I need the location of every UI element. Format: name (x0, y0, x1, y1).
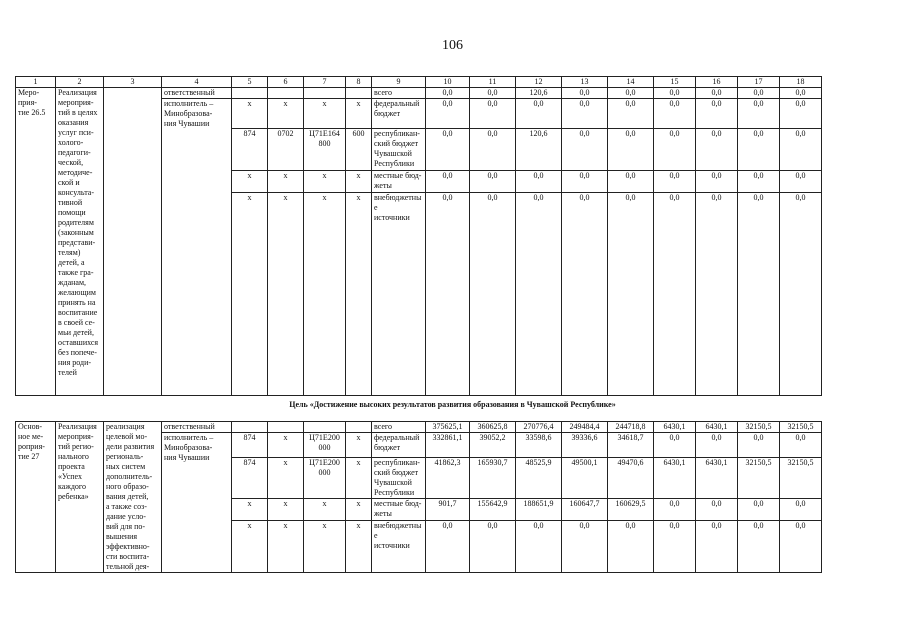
funding-source: республикан- ский бюджет Чувашской Республики (372, 458, 426, 499)
year-value: 49470,6 (608, 458, 654, 499)
expense-type-code: 600 (346, 129, 372, 171)
year-value: 0,0 (426, 171, 470, 193)
budget-table-measure-26-5 (15, 76, 822, 396)
year-value: 0,0 (608, 99, 654, 129)
year-value: 0,0 (426, 129, 470, 171)
year-value: 48525,9 (516, 458, 562, 499)
year-value: 375625,1 (426, 422, 470, 433)
year-value: 0,0 (608, 521, 654, 573)
year-value: 0,0 (562, 171, 608, 193)
year-value: 0,0 (516, 171, 562, 193)
year-value: 0,0 (608, 88, 654, 99)
year-value: 901,7 (426, 499, 470, 521)
year-value: 0,0 (516, 193, 562, 396)
year-value: 0,0 (738, 521, 780, 573)
section-code (268, 88, 304, 99)
section-code: x (268, 433, 304, 458)
target-item-code: x (304, 499, 346, 521)
year-value: 41862,3 (426, 458, 470, 499)
expense-type-code (346, 422, 372, 433)
section-code (268, 422, 304, 433)
year-value: 0,0 (738, 171, 780, 193)
expense-type-code: x (346, 171, 372, 193)
year-value: 0,0 (654, 88, 696, 99)
year-value: 0,0 (654, 521, 696, 573)
budget-table-measure-27 (15, 421, 822, 573)
year-value: 0,0 (426, 193, 470, 396)
year-value: 120,6 (516, 129, 562, 171)
header-col-7: 7 (304, 77, 346, 88)
year-value: 39336,6 (562, 433, 608, 458)
table-row (16, 422, 822, 433)
target-item-code: Ц71Е164 800 (304, 129, 346, 171)
year-value: 32150,5 (780, 422, 822, 433)
year-value: 0,0 (780, 193, 822, 396)
expense-type-code: x (346, 433, 372, 458)
year-value: 0,0 (470, 171, 516, 193)
year-value: 0,0 (780, 499, 822, 521)
expense-type-code: x (346, 499, 372, 521)
year-value: 6430,1 (696, 422, 738, 433)
year-value: 32150,5 (738, 458, 780, 499)
year-value: 0,0 (562, 521, 608, 573)
year-value: 32150,5 (738, 422, 780, 433)
year-value: 160647,7 (562, 499, 608, 521)
section-code: x (268, 499, 304, 521)
year-value: 0,0 (608, 171, 654, 193)
section-code: x (268, 458, 304, 499)
target-item-code: x (304, 193, 346, 396)
year-value: 6430,1 (654, 458, 696, 499)
year-value: 0,0 (738, 433, 780, 458)
page-number: 106 (442, 38, 463, 53)
section-code: x (268, 99, 304, 129)
header-col-1: 1 (16, 77, 56, 88)
measure-goal (104, 88, 162, 396)
executor-label: ответственный (162, 422, 232, 433)
target-item-code: x (304, 99, 346, 129)
year-value: 0,0 (654, 433, 696, 458)
expense-type-code: x (346, 521, 372, 573)
year-value: 0,0 (562, 193, 608, 396)
year-value: 0,0 (654, 499, 696, 521)
grbs-code: x (232, 521, 268, 573)
target-item-code: x (304, 521, 346, 573)
header-col-5: 5 (232, 77, 268, 88)
grbs-code: 874 (232, 433, 268, 458)
header-col-6: 6 (268, 77, 304, 88)
header-col-17: 17 (738, 77, 780, 88)
year-value: 0,0 (780, 521, 822, 573)
year-value: 0,0 (738, 129, 780, 171)
year-value: 0,0 (426, 521, 470, 573)
section-code: x (268, 521, 304, 573)
year-value: 0,0 (516, 521, 562, 573)
expense-type-code: x (346, 99, 372, 129)
measure-id: Основ- ное ме- роприя- тие 27 (16, 422, 56, 573)
year-value: 0,0 (470, 99, 516, 129)
header-col-14: 14 (608, 77, 654, 88)
header-col-11: 11 (470, 77, 516, 88)
target-item-code: Ц71Е200 000 (304, 433, 346, 458)
year-value: 0,0 (470, 88, 516, 99)
year-value: 249484,4 (562, 422, 608, 433)
year-value: 49500,1 (562, 458, 608, 499)
year-value: 0,0 (654, 99, 696, 129)
executor-name: исполнитель – Минобразова- ния Чувашии (162, 433, 232, 573)
year-value: 0,0 (780, 88, 822, 99)
header-col-12: 12 (516, 77, 562, 88)
year-value: 0,0 (562, 99, 608, 129)
target-item-code (304, 88, 346, 99)
year-value: 0,0 (654, 193, 696, 396)
grbs-code (232, 422, 268, 433)
grbs-code: x (232, 171, 268, 193)
grbs-code: 874 (232, 458, 268, 499)
year-value: 33598,6 (516, 433, 562, 458)
measure-name: Реализация мероприя- тий регио- нального проекта «Успех каждого ребенка» (56, 422, 104, 573)
target-item-code: x (304, 171, 346, 193)
year-value: 0,0 (562, 88, 608, 99)
year-value: 0,0 (780, 171, 822, 193)
goal-title: Цель «Достижение высоких результатов развития образования в Чувашской Республике» (289, 400, 616, 409)
header-col-15: 15 (654, 77, 696, 88)
expense-type-code (346, 88, 372, 99)
header-col-8: 8 (346, 77, 372, 88)
executor-name: исполнитель – Минобразова- ния Чувашии (162, 99, 232, 396)
year-value: 188651,9 (516, 499, 562, 521)
year-value: 39052,2 (470, 433, 516, 458)
year-value: 120,6 (516, 88, 562, 99)
year-value: 0,0 (426, 88, 470, 99)
funding-source: федеральный бюджет (372, 433, 426, 458)
grbs-code: x (232, 193, 268, 396)
year-value: 0,0 (696, 521, 738, 573)
year-value: 0,0 (696, 433, 738, 458)
year-value: 0,0 (696, 499, 738, 521)
year-value: 0,0 (562, 129, 608, 171)
year-value: 0,0 (738, 88, 780, 99)
header-col-3: 3 (104, 77, 162, 88)
section-code: x (268, 193, 304, 396)
year-value: 360625,8 (470, 422, 516, 433)
year-value: 0,0 (470, 129, 516, 171)
year-value: 0,0 (426, 99, 470, 129)
year-value: 165930,7 (470, 458, 516, 499)
year-value: 0,0 (780, 129, 822, 171)
year-value: 32150,5 (780, 458, 822, 499)
funding-source: местные бюд- жеты (372, 499, 426, 521)
year-value: 0,0 (654, 171, 696, 193)
measure-goal: реализация целевой мо- дели развития региональ- ных систем дополнитель- ного образо- вания детей, а также соз- дание усло- вий для по- вышения эффективно- сти воспита- тельной дея- (104, 422, 162, 573)
funding-source: внебюджетные источники (372, 193, 426, 396)
year-value: 0,0 (516, 99, 562, 129)
year-value: 0,0 (780, 99, 822, 129)
year-value: 0,0 (470, 193, 516, 396)
year-value: 0,0 (608, 193, 654, 396)
section-code: x (268, 171, 304, 193)
year-value: 0,0 (696, 193, 738, 396)
year-value: 0,0 (608, 129, 654, 171)
funding-source: внебюджетные источники (372, 521, 426, 573)
year-value: 0,0 (738, 99, 780, 129)
grbs-code (232, 88, 268, 99)
year-value: 0,0 (470, 521, 516, 573)
executor-label: ответственный (162, 88, 232, 99)
section-code: 0702 (268, 129, 304, 171)
year-value: 0,0 (780, 433, 822, 458)
grbs-code: 874 (232, 129, 268, 171)
year-value: 160629,5 (608, 499, 654, 521)
funding-source: всего (372, 422, 426, 433)
grbs-code: x (232, 499, 268, 521)
year-value: 155642,9 (470, 499, 516, 521)
funding-source: республикан- ский бюджет Чувашской Республики (372, 129, 426, 171)
year-value: 0,0 (738, 499, 780, 521)
year-value: 0,0 (696, 99, 738, 129)
year-value: 244718,8 (608, 422, 654, 433)
funding-source: федеральный бюджет (372, 99, 426, 129)
grbs-code: x (232, 99, 268, 129)
year-value: 0,0 (654, 129, 696, 171)
header-col-18: 18 (780, 77, 822, 88)
year-value: 0,0 (696, 88, 738, 99)
header-col-16: 16 (696, 77, 738, 88)
year-value: 332861,1 (426, 433, 470, 458)
funding-source: местные бюд- жеты (372, 171, 426, 193)
header-col-13: 13 (562, 77, 608, 88)
table-row (16, 88, 822, 99)
header-col-10: 10 (426, 77, 470, 88)
target-item-code: Ц71Е200 000 (304, 458, 346, 499)
expense-type-code: x (346, 458, 372, 499)
year-value: 270776,4 (516, 422, 562, 433)
year-value: 34618,7 (608, 433, 654, 458)
year-value: 6430,1 (696, 458, 738, 499)
target-item-code (304, 422, 346, 433)
header-row (16, 77, 822, 88)
year-value: 6430,1 (654, 422, 696, 433)
year-value: 0,0 (738, 193, 780, 396)
header-col-2: 2 (56, 77, 104, 88)
measure-id: Меро- прия- тие 26.5 (16, 88, 56, 396)
header-col-9: 9 (372, 77, 426, 88)
funding-source: всего (372, 88, 426, 99)
year-value: 0,0 (696, 129, 738, 171)
year-value: 0,0 (696, 171, 738, 193)
measure-name: Реализация мероприя- тий в целях оказания услуг пси- холого- педагоги- ческой, методиче- ской и консульта- тивной помощи родителям (законным представи- телям) детей, а также гра- жданам, желающим принять на воспитание в своей се- мьи детей, оставшихся без попече- ния роди- телей (56, 88, 104, 396)
expense-type-code: x (346, 193, 372, 396)
header-col-4: 4 (162, 77, 232, 88)
